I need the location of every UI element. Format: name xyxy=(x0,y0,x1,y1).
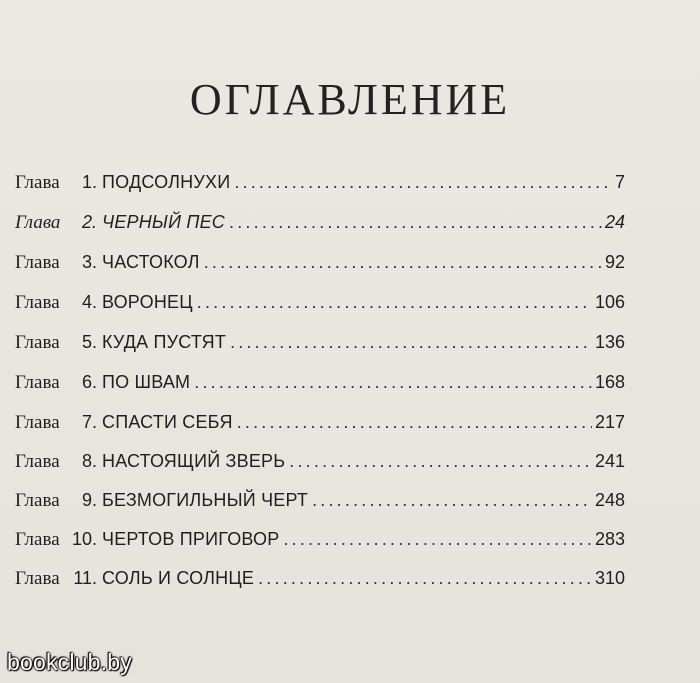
chapter-page: 7 xyxy=(614,172,625,192)
dot-leader xyxy=(197,292,592,313)
chapter-page: 24 xyxy=(604,212,625,232)
chapter-page: 248 xyxy=(594,490,625,510)
chapter-number: 1. xyxy=(81,172,97,192)
chapter-title: СОЛЬ И СОЛНЦЕ xyxy=(102,568,255,588)
chapter-label: Глава xyxy=(15,451,60,472)
toc-entry-6 xyxy=(15,372,625,402)
chapter-label: Глава xyxy=(15,372,60,393)
toc-entry-5 xyxy=(15,332,625,362)
toc-entry-4 xyxy=(15,292,625,322)
chapter-title: ПОДСОЛНУХИ xyxy=(102,172,231,192)
chapter-title: ПО ШВАМ xyxy=(102,372,191,392)
dot-leader xyxy=(312,490,592,511)
chapter-label: Глава xyxy=(15,568,60,589)
toc-entry-11 xyxy=(15,568,625,598)
chapter-number: 2. xyxy=(81,212,97,232)
toc-entry-1 xyxy=(15,172,625,202)
chapter-page: 92 xyxy=(604,252,625,272)
chapter-title: ЧЕРТОВ ПРИГОВОР xyxy=(102,529,280,549)
chapter-number: 8. xyxy=(81,451,97,471)
chapter-title: СПАСТИ СЕБЯ xyxy=(102,412,233,432)
chapter-page: 168 xyxy=(594,372,625,392)
toc-entry-10 xyxy=(15,529,625,559)
dot-leader xyxy=(283,529,592,550)
chapter-page: 310 xyxy=(594,568,625,588)
chapter-page: 283 xyxy=(594,529,625,549)
dot-leader xyxy=(229,212,602,233)
chapter-number: 9. xyxy=(81,490,97,510)
dot-leader xyxy=(194,372,592,393)
chapter-label: Глава xyxy=(15,490,60,511)
site-watermark: bookclub.by xyxy=(7,649,132,675)
chapter-label: Глава xyxy=(15,172,60,193)
dot-leader xyxy=(289,451,592,472)
chapter-number: 5. xyxy=(81,332,97,352)
chapter-number: 11. xyxy=(73,568,97,588)
toc-entry-2 xyxy=(15,212,625,242)
dot-leader xyxy=(230,332,592,353)
dot-leader xyxy=(204,252,602,273)
toc-entry-9 xyxy=(15,490,625,520)
chapter-title: КУДА ПУСТЯТ xyxy=(102,332,227,352)
chapter-number: 10. xyxy=(71,529,97,549)
chapter-page: 106 xyxy=(594,292,625,312)
toc-entry-3 xyxy=(15,252,625,282)
chapter-label: Глава xyxy=(15,332,60,353)
dot-leader xyxy=(237,412,592,433)
chapter-label: Глава xyxy=(15,292,60,313)
chapter-label: Глава xyxy=(15,529,60,550)
chapter-number: 4. xyxy=(81,292,97,312)
dot-leader xyxy=(234,172,612,193)
chapter-title: ЧЕРНЫЙ ПЕС xyxy=(102,212,226,232)
chapter-title: ЧАСТОКОЛ xyxy=(102,252,200,272)
chapter-number: 3. xyxy=(81,252,97,272)
toc-entry-7 xyxy=(15,412,625,442)
chapter-page: 136 xyxy=(594,332,625,352)
chapter-label: Глава xyxy=(15,412,60,433)
chapter-title: ВОРОНЕЦ xyxy=(102,292,193,312)
page-title: ОГЛАВЛЕНИЕ xyxy=(189,75,511,124)
chapter-number: 7. xyxy=(81,412,97,432)
chapter-page: 241 xyxy=(594,451,625,471)
chapter-page: 217 xyxy=(594,412,625,432)
chapter-title: НАСТОЯЩИЙ ЗВЕРЬ xyxy=(102,451,286,471)
chapter-number: 6. xyxy=(81,372,97,392)
chapter-title: БЕЗМОГИЛЬНЫЙ ЧЕРТ xyxy=(102,490,309,510)
toc-entry-8 xyxy=(15,451,625,481)
chapter-label: Глава xyxy=(15,252,60,273)
chapter-label: Глава xyxy=(15,212,61,233)
dot-leader xyxy=(258,568,592,589)
